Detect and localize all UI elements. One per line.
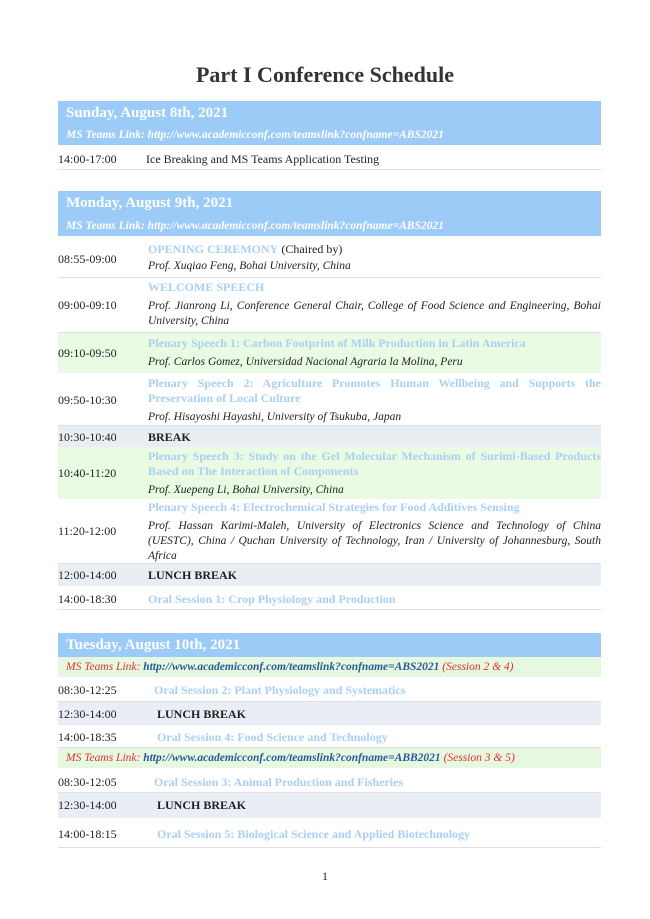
oral-session-5: Oral Session 5: Biological Science and Applied Biotechnology xyxy=(157,827,471,841)
lunch-label: LUNCH BREAK xyxy=(148,568,238,582)
event-text: Ice Breaking and MS Teams Application Testing xyxy=(146,152,380,166)
schedule-row xyxy=(58,818,601,848)
plenary-3-title: Plenary Speech 3: Study on the Gel Molecular Mechanism of Surimi-Based Products Based on The Interaction of Components xyxy=(148,449,601,478)
break-label: BREAK xyxy=(148,430,191,444)
speaker-text: Prof. Carlos Gomez, Universidad Nacional Agraria la Molina, Peru xyxy=(148,356,463,368)
monday-header: Monday, August 9th, 2021 xyxy=(58,191,601,216)
schedule-row-oral-1 xyxy=(58,586,601,610)
link-note: (Session 2 & 4) xyxy=(439,661,514,673)
time-label: 14:00-18:35 xyxy=(58,730,117,744)
speaker-text: Prof. Jianrong Li, Conference General Chair, College of Food Science and Engineering, Bohai University, China xyxy=(148,300,601,327)
oral-session-4: Oral Session 4: Food Science and Technology xyxy=(157,730,388,744)
time-label: 08:30-12:05 xyxy=(58,775,117,789)
oral-session-3: Oral Session 3: Animal Production and Fisheries xyxy=(154,775,404,789)
opening-ceremony-title: OPENING CEREMONY xyxy=(148,242,279,256)
oral-session-2: Oral Session 2: Plant Physiology and Systematics xyxy=(154,683,406,697)
time-label: 08:30-12:25 xyxy=(58,683,117,697)
plenary-2-title: Plenary Speech 2: Agriculture Promotes Human Wellbeing and Supports the Preservation of Local Culture xyxy=(148,376,601,405)
time-label: 09:50-10:30 xyxy=(58,393,117,407)
monday-teams-link[interactable]: MS Teams Link: http://www.academicconf.com/teamslink?confname=ABS2021 xyxy=(58,216,601,236)
link-note: (Session 3 & 5) xyxy=(440,752,515,764)
sunday-header: Sunday, August 8th, 2021 xyxy=(58,101,601,125)
tuesday-teams-link-2[interactable] xyxy=(58,748,601,768)
schedule-row-plenary-1 xyxy=(58,333,601,373)
link-label: MS Teams Link: xyxy=(66,661,144,673)
time-label: 09:10-09:50 xyxy=(58,346,117,360)
lunch-label: LUNCH BREAK xyxy=(157,707,247,721)
time-label: 12:00-14:00 xyxy=(58,568,117,582)
time-label: 14:00-18:30 xyxy=(58,592,117,606)
link-url[interactable]: http://www.academicconf.com/teamslink?confname=ABB2021 xyxy=(143,752,441,764)
plenary-1-title: Plenary Speech 1: Carbon Footprint of Milk Production in Latin America xyxy=(148,336,526,350)
speaker-text: Prof. Xuqiao Feng, Bohai University, China xyxy=(148,260,351,272)
schedule-row xyxy=(58,725,601,748)
page-number: 1 xyxy=(322,869,328,883)
lunch-label: LUNCH BREAK xyxy=(157,798,247,812)
schedule-row-break xyxy=(58,426,601,447)
schedule-row xyxy=(58,769,601,793)
schedule-row-plenary-2 xyxy=(58,373,601,426)
sunday-teams-link[interactable]: MS Teams Link: http://www.academicconf.com/teamslink?confname=ABS2021 xyxy=(58,125,601,145)
tuesday-header: Tuesday, August 10th, 2021 xyxy=(58,633,601,657)
link-url[interactable]: http://www.academicconf.com/teamslink?confname=ABS2021 xyxy=(143,661,440,673)
link-label: MS Teams Link: xyxy=(66,752,144,764)
oral-session-1: Oral Session 1: Crop Physiology and Production xyxy=(148,592,396,606)
welcome-speech-title: WELCOME SPEECH xyxy=(148,280,265,294)
time-label: 08:55-09:00 xyxy=(58,252,117,266)
schedule-row-opening xyxy=(58,240,601,278)
schedule-row-plenary-4 xyxy=(58,499,601,564)
schedule-row xyxy=(58,677,601,702)
time-label: 14:00-18:15 xyxy=(58,827,117,841)
page-title: Part I Conference Schedule xyxy=(195,62,455,87)
speaker-text: Prof. Hisayoshi Hayashi, University of Tsukuba, Japan xyxy=(148,411,402,423)
schedule-row xyxy=(58,793,601,818)
chaired-by: (Chaired by) xyxy=(281,242,343,256)
speaker-text: Prof. Hassan Karimi-Maleh, University of Electronics Science and Technology of China (UESTC), China / Quchan University of Technology, Iran / University of Johannesburg, South Africa xyxy=(148,520,601,562)
schedule-row xyxy=(58,148,601,170)
time-label: 14:00-17:00 xyxy=(58,152,117,166)
speaker-text: Prof. Xuepeng Li, Bohai University, China xyxy=(148,484,344,496)
time-label: 11:20-12:00 xyxy=(58,524,117,538)
tuesday-teams-link-1[interactable] xyxy=(58,657,601,677)
plenary-4-title: Plenary Speech 4: Electrochemical Strategies for Food Additives Sensing xyxy=(148,500,520,514)
schedule-row-welcome xyxy=(58,278,601,333)
time-label: 10:30-10:40 xyxy=(58,430,117,444)
time-label: 10:40-11:20 xyxy=(58,466,117,480)
time-label: 12:30-14:00 xyxy=(58,707,117,721)
time-label: 09:00-09:10 xyxy=(58,298,117,312)
schedule-row-lunch xyxy=(58,564,601,586)
schedule-row xyxy=(58,702,601,725)
schedule-row-plenary-3 xyxy=(58,447,601,499)
time-label: 12:30-14:00 xyxy=(58,798,117,812)
